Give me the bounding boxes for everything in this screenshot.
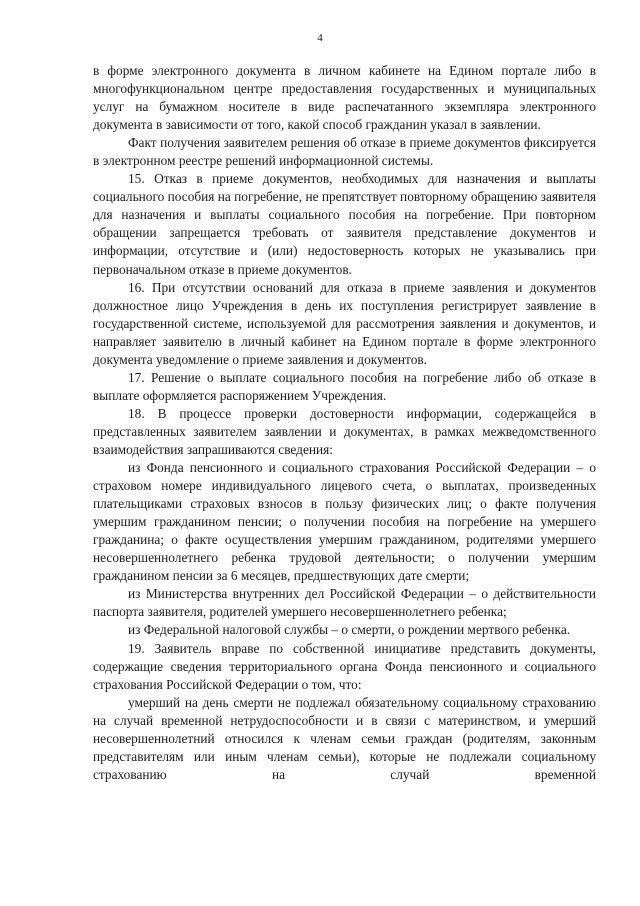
paragraph: 15. Отказ в приеме документов, необходимых для назначения и выплаты социального пособия на погребение, не препятствует повторному обращению заявителя для назначения и выплаты социального пособия на погребение. При повторном обращении запрещается требовать от заявителя представление документов и информации, отсутствие и (или) недостоверность которых не указывались при первоначальном отказе в приеме документов. <box>93 171 597 277</box>
paragraph: 18. В процессе проверки достоверности информации, содержащейся в представленных заявителем заявлении и документах, в рамках межведомственного взаимодействия запрашиваются сведения: <box>93 405 596 457</box>
paragraph: из Фонда пенсионного и социального страхования Российской Федерации – о страховом номере индивидуального лицевого счета, о выплатах, произведенных плательщиками страховых взносов в пользу физических лиц; о факте получения умершим гражданином пенсии; о получении пособия на погребение на умершего гражданина; о факте осуществления умершим гражданином, родителями умершего несовершеннолетнего ребенка трудовой деятельности; о получении умершим гражданином пенсии за 6 месяцев, предшествующих дате смерти; <box>93 460 596 584</box>
paragraph: умерший на день смерти не подлежал обязательному социальному страхованию на случай временной нетрудоспособности и в связи с материнством, и умерший несовершеннолетний относился к членам семьи граждан (родителям, законным представителям или иным членам семьи), которые не подлежали социальному страхованию на случай временной <box>93 694 596 782</box>
paragraph: Факт получения заявителем решения об отказе в приеме документов фиксируется в электронном реестре решений информационной системы. <box>93 135 596 169</box>
paragraph: 19. Заявитель вправе по собственной инициативе представить документы, содержащие сведения территориального органа Фонда пенсионного и социального страхования Российской Федерации о том, что: <box>93 640 596 692</box>
paragraph: в форме электронного документа в личном кабинете на Едином портале либо в многофункциональном центре предоставления государственных и муниципальных услуг на бумажном носителе в виде распечатанного экземпляра электронного документа в зависимости от того, какой способ гражданин указал в заявлении. <box>93 63 596 133</box>
paragraph: 17. Решение о выплате социального пособия на погребение либо об отказе в выплате оформляется распоряжением Учреждения. <box>93 369 596 403</box>
page-number: 4 <box>317 32 323 44</box>
paragraph: из Федеральной налоговой службы – о смерти, о рождении мертвого ребенка. <box>128 622 571 638</box>
document-body <box>93 62 596 784</box>
paragraph: из Министерства внутренних дел Российской Федерации – о действительности паспорта заявителя, родителей умершего несовершеннолетнего ребенка; <box>93 586 596 620</box>
paragraph: 16. При отсутствии оснований для отказа в приеме заявления и документов должностное лицо Учреждения в день их поступления регистрирует заявление в государственной системе, используемой для рассмотрения заявления и документов, и направляет заявителю в личный кабинет на Едином портале в форме электронного документа уведомление о приеме заявления и документов. <box>93 279 596 367</box>
